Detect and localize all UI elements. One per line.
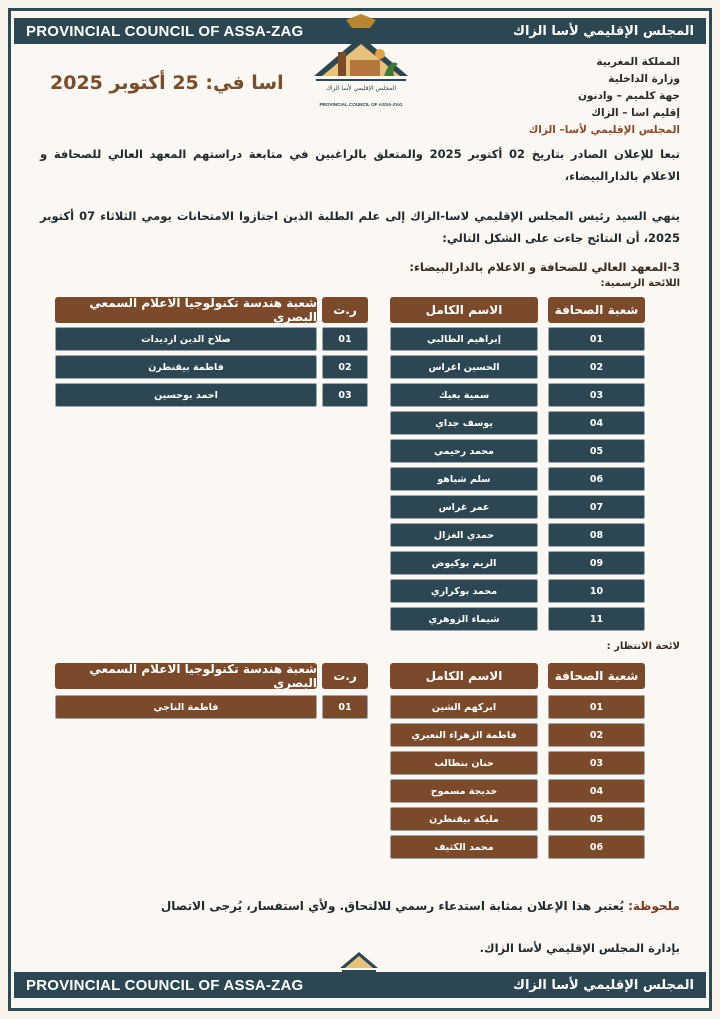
journalism-num-cell: 01 [548,695,645,719]
journalism-header: شعبة الصحافة [548,297,645,323]
section-title: 3-المعهد العالي للصحافة و الاعلام بالدارالبيضاء: [409,260,680,274]
journalism-name-cell: سلم شياهو [390,467,538,491]
journalism-name-cell: عمر غراس [390,495,538,519]
banner-title-ar: المجلس الإقليمي لأسا الزاك [513,23,694,39]
audio-header: شعبة هندسة تكنولوجيا الاعلام السمعي البصري [55,663,317,689]
journalism-num-cell: 07 [548,495,645,519]
bottom-banner [14,972,706,998]
banner-title-en: PROVINCIAL COUNCIL OF ASSA-ZAG [26,22,304,40]
audio-num-cell: 02 [322,355,368,379]
journalism-name-cell: الريم بوكيوض [390,551,538,575]
journalism-num-cell: 11 [548,607,645,631]
journalism-name-cell: حنان بنطالب [390,751,538,775]
council-logo [306,14,416,120]
audio-header: شعبة هندسة تكنولوجيا الاعلام السمعي البصري [55,297,317,323]
admin-line: جهة كلميم – وادنون [577,90,680,102]
journalism-name-cell: شيماء الزوهري [390,607,538,631]
admin-line: وزارة الداخلية [608,73,680,85]
official-list-label: اللائحة الرسمية: [600,278,680,289]
name-header: الاسم الكامل [390,297,538,323]
admin-line: المجلس الإقليمي لأسا– الزاك [528,124,680,136]
num-header: ر.ت [322,297,368,323]
journalism-num-cell: 05 [548,439,645,463]
audio-name-cell: فاطمة الناجي [55,695,317,719]
note-text: يُعتبر هذا الإعلان بمثابة استدعاء رسمي للالتحاق. ولأي استفسار، يُرجى الاتصال [160,899,624,913]
banner-title-ar: المجلس الإقليمي لأسا الزاك [513,977,694,993]
journalism-num-cell: 10 [548,579,645,603]
journalism-num-cell: 01 [548,327,645,351]
journalism-name-cell: فاطمة الزهراء النعيري [390,723,538,747]
note [40,899,680,913]
journalism-name-cell: محمد بوكراري [390,579,538,603]
journalism-num-cell: 09 [548,551,645,575]
audio-num-cell: 03 [322,383,368,407]
journalism-num-cell: 03 [548,383,645,407]
results-paragraph: ينهي السيد رئيس المجلس الإقليمي لاسا-الزاك إلى علم الطلبة الذين اجتازوا الامتحانات يومي الثلاثاء 07 أكتوبر 2025، أن النتائج جاءت على الشكل التالي: [40,209,680,245]
journalism-num-cell: 08 [548,523,645,547]
document-date: اسا في: 25 أكتوبر 2025 [50,72,284,94]
signature: بإدارة المجلس الإقليمي لأسا الزاك. [479,941,680,955]
note-label: ملحوظة: [628,899,680,913]
logo-text-en: PROVINCIAL COUNCIL OF ASSA-ZAG [319,102,403,107]
audio-num-cell: 01 [322,327,368,351]
journalism-num-cell: 04 [548,411,645,435]
journalism-header: شعبة الصحافة [548,663,645,689]
journalism-name-cell: إبراهيم الطالبي [390,327,538,351]
audio-name-cell: فاطمة بيقنطرن [55,355,317,379]
journalism-num-cell: 02 [548,355,645,379]
audio-num-cell: 01 [322,695,368,719]
intro-paragraph: تبعا للإعلان الصادر بتاريخ 02 أكتوبر 2025 والمتعلق بالراغبين في متابعة دراستهم المعهد العالي للصحافة و الاعلام بالدارالبيضاء، [40,147,680,183]
num-header: ر.ت [322,663,368,689]
journalism-name-cell: محمد رحيمي [390,439,538,463]
journalism-name-cell: يوسف جداي [390,411,538,435]
admin-line: المملكة المغربية [596,56,680,68]
journalism-name-cell: سمية بعيك [390,383,538,407]
journalism-name-cell: مليكة بيقنطرن [390,807,538,831]
journalism-name-cell: الحسين اغراس [390,355,538,379]
journalism-name-cell: خديجة مسموح [390,779,538,803]
journalism-num-cell: 03 [548,751,645,775]
journalism-num-cell: 02 [548,723,645,747]
journalism-num-cell: 04 [548,779,645,803]
journalism-name-cell: حمدي الغزال [390,523,538,547]
logo-text-ar: المجلس الإقليمي لأسا الزاك [325,85,397,92]
journalism-name-cell: ابركهم الشين [390,695,538,719]
journalism-name-cell: محمد الكثيف [390,835,538,859]
journalism-num-cell: 06 [548,835,645,859]
audio-name-cell: احمد بوحسين [55,383,317,407]
administrative-header [529,54,680,139]
journalism-num-cell: 05 [548,807,645,831]
name-header: الاسم الكامل [390,663,538,689]
waiting-list-label: لائحة الانتظار : [606,641,680,652]
banner-title-en: PROVINCIAL COUNCIL OF ASSA-ZAG [26,976,304,994]
audio-name-cell: صلاح الدين ازديدات [55,327,317,351]
journalism-num-cell: 06 [548,467,645,491]
admin-line: إقليم اسا – الزاك [591,107,680,119]
